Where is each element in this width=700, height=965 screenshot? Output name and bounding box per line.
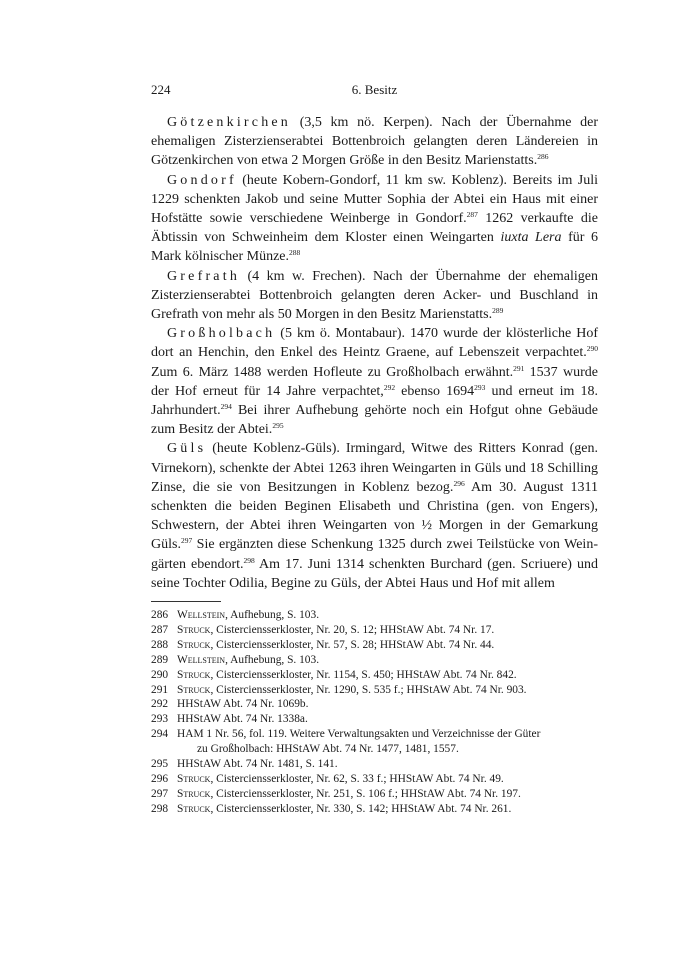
footnotes (151, 608, 598, 817)
footnote (151, 727, 598, 757)
footnote-number: 295 (151, 758, 169, 771)
footnote-ref: 288 (289, 248, 301, 258)
citation: , Cisterciensserkloster, Nr. 251, S. 106 f.; HHStAW Abt. 74 Nr. 197. (210, 787, 521, 800)
citation: , Aufhebung, S. 103. (225, 653, 320, 666)
citation: HAM 1 Nr. 56, fol. 119. Weitere Verwaltungsakten und Verzeichnisse der Güter (177, 728, 541, 741)
citation-continuation: zu Großholbach: HHStAW Abt. 74 Nr. 1477, 1481, 1557. (197, 743, 459, 756)
author-name: Wellstein (177, 609, 226, 621)
footnote-number: 286 (151, 609, 169, 621)
citation: HHStAW Abt. 74 Nr. 1338a. (177, 713, 308, 726)
entry-goetzenkirchen (151, 113, 598, 171)
footnote-ref: 298 (243, 555, 255, 565)
entry-text: Götzenkirchen von etwa 2 Morgen Größe in den Besitz Marienstatts. (151, 153, 538, 169)
entry-text: Sie ergänzten diese Schenkung 1325 durch zwei Teilstücke von Weingärten ebendort. (151, 537, 598, 572)
place-name: Güls (167, 441, 207, 457)
footnote (151, 802, 598, 817)
footnote-separator (151, 601, 221, 602)
page-header (151, 82, 598, 100)
entry-grefrath (151, 267, 598, 325)
citation: HHStAW Abt. 74 Nr. 1069b. (177, 698, 309, 711)
citation: , Cisterciensserkloster, Nr. 62, S. 33 f.; HHStAW Abt. 74 Nr. 49. (210, 772, 504, 785)
footnote-number: 288 (151, 638, 169, 651)
entry-gondorf (151, 171, 598, 267)
footnote-number: 294 (151, 728, 169, 741)
footnote-ref: 290 (586, 344, 598, 354)
footnote (151, 653, 598, 668)
footnote (151, 608, 598, 623)
footnote-ref: 292 (383, 382, 396, 392)
citation: , Cisterciensserkloster, Nr. 57, S. 28; HHStAW Abt. 74 Nr. 44. (210, 638, 495, 651)
footnote-number: 297 (151, 787, 169, 800)
author-name: Wellstein (177, 653, 226, 666)
entry-text: ehemaligen Zisterzienserabtei Bottenbroich gelangten deren Ländereien in (151, 134, 598, 150)
entry-text: (4 km w. Frechen). Nach der Übernahme der ehemaligen Zisterzienserabtei Bottenbroich gelangten deren Acker- und Buschland in Grefrath von mehr als 50 Morgen in den Besitz Marienstatts. (151, 268, 598, 323)
citation: , Cisterciensserkloster, Nr. 1290, S. 535 f.; HHStAW Abt. 74 Nr. 903. (210, 683, 527, 696)
footnote-number: 290 (151, 668, 169, 681)
author-name: Struck (177, 668, 211, 681)
footnote (151, 638, 598, 653)
citation: , Aufhebung, S. 103. (225, 609, 320, 621)
footnote-number: 296 (151, 772, 169, 785)
author-name: Struck (177, 802, 211, 815)
entry-text: (heute Kobern-Gondorf, 11 km sw. Koblenz). Bereits im Juli 1229 schenkten Jakob und seine Mutter Sophia der Abtei ein Haus mit einer Hofstätte sowie verschiedene Weinberge in Gondorf. (151, 172, 598, 227)
footnote-ref: 295 (272, 421, 284, 431)
place-name: Gondorf (167, 172, 237, 188)
page-number: 224 (151, 82, 171, 97)
footnote-ref: 289 (492, 306, 504, 316)
footnote (151, 623, 598, 638)
footnote (151, 712, 598, 727)
footnote (151, 697, 598, 712)
place-name: Grefrath (167, 268, 241, 284)
footnote (151, 772, 598, 787)
footnote-ref: 293 (474, 382, 486, 392)
author-name: Struck (177, 683, 211, 696)
footnote (151, 683, 598, 698)
author-name: Struck (177, 772, 211, 785)
entry-text: und erneut im 18. Jahrhundert. (151, 383, 598, 419)
citation: , Cisterciensserkloster, Nr. 330, S. 142; HHStAW Abt. 74 Nr. 261. (210, 802, 512, 815)
footnote-number: 289 (151, 653, 169, 666)
footnote-number: 291 (151, 683, 169, 696)
footnote-ref: 294 (220, 402, 232, 412)
place-name: Großholbach (167, 326, 276, 342)
entry-text: Am 30. August 1311 schenkten die beiden Beginen Elisabeth und Christina (gen. von Engers), Schwestern, der Abtei ihren Weingarten von ½ Morgen in der Gemarkung Güls. (151, 479, 598, 553)
footnote (151, 787, 598, 802)
entry-text: ebenso 1694 (395, 383, 475, 399)
citation: , Cisterciensserkloster, Nr. 1154, S. 450; HHStAW Abt. 74 Nr. 842. (210, 668, 517, 681)
place-name: Götzenkirchen (167, 115, 292, 130)
author-name: Struck (177, 638, 211, 651)
entry-text: für 6 Mark kölnischer Münze. (151, 230, 598, 265)
footnote-ref: 286 (537, 152, 549, 162)
entry-text: Zum 6. März 1488 werden Hofleute zu Großholbach erwähnt. (151, 364, 514, 380)
entry-text: (heute Koblenz-Güls). Irmingard, Witwe des Ritters Konrad (gen. Virnekorn), schenkte der Abtei 1263 ihren Weingarten in Güls und 18 Schilling Zinse, die sie von Besitzungen in Koblenz bezog. (151, 441, 598, 495)
entry-text: (5 km ö. Montabaur). 1470 wurde der klösterliche Hof dort an Henchin, den Enkel des Heintz Graene, auf Lebenszeit verpachtet. (151, 326, 598, 361)
entry-text: 1537 wurde der Hof erneut für 14 Jahre verpachtet, (151, 364, 598, 399)
entry-text: Am 17. Juni 1314 schenkten Burchard (gen. Scriuere) und seine Tochter Odilia, Begine zu Güls, der Abtei Haus und Hof mit allem (151, 556, 598, 591)
entry-text: 1262 verkaufte die Äbtissin von Schweinheim dem Kloster einen Weingarten (151, 211, 598, 246)
citation: HHStAW Abt. 74 Nr. 1481, S. 141. (177, 758, 338, 771)
main-text (151, 113, 598, 593)
footnote-number: 298 (151, 802, 169, 815)
footnote (151, 668, 598, 683)
entry-text: Bei ihrer Aufhebung gehörte noch ein Hofgut ohne Gebäude zum Besitz der Abtei. (151, 403, 598, 438)
entry-text: (3,5 km nö. Kerpen). Nach der Übernahme der (291, 115, 598, 130)
footnote-ref: 291 (513, 363, 525, 373)
running-title: 6. Besitz (351, 82, 398, 97)
footnote-ref: 296 (453, 478, 465, 488)
footnote-ref: 297 (180, 536, 193, 546)
entry-grossholbach (151, 324, 598, 439)
author-name: Struck (177, 787, 211, 800)
latin-phrase: iuxta Lera (500, 230, 562, 246)
footnote-number: 293 (151, 713, 169, 726)
footnote-number: 287 (151, 623, 169, 636)
author-name: Struck (177, 623, 211, 636)
entry-guels (151, 439, 598, 593)
footnote-number: 292 (151, 698, 169, 711)
citation: , Cisterciensserkloster, Nr. 20, S. 12; HHStAW Abt. 74 Nr. 17. (210, 623, 495, 636)
footnote (151, 757, 598, 772)
footnote-ref: 287 (466, 210, 478, 220)
